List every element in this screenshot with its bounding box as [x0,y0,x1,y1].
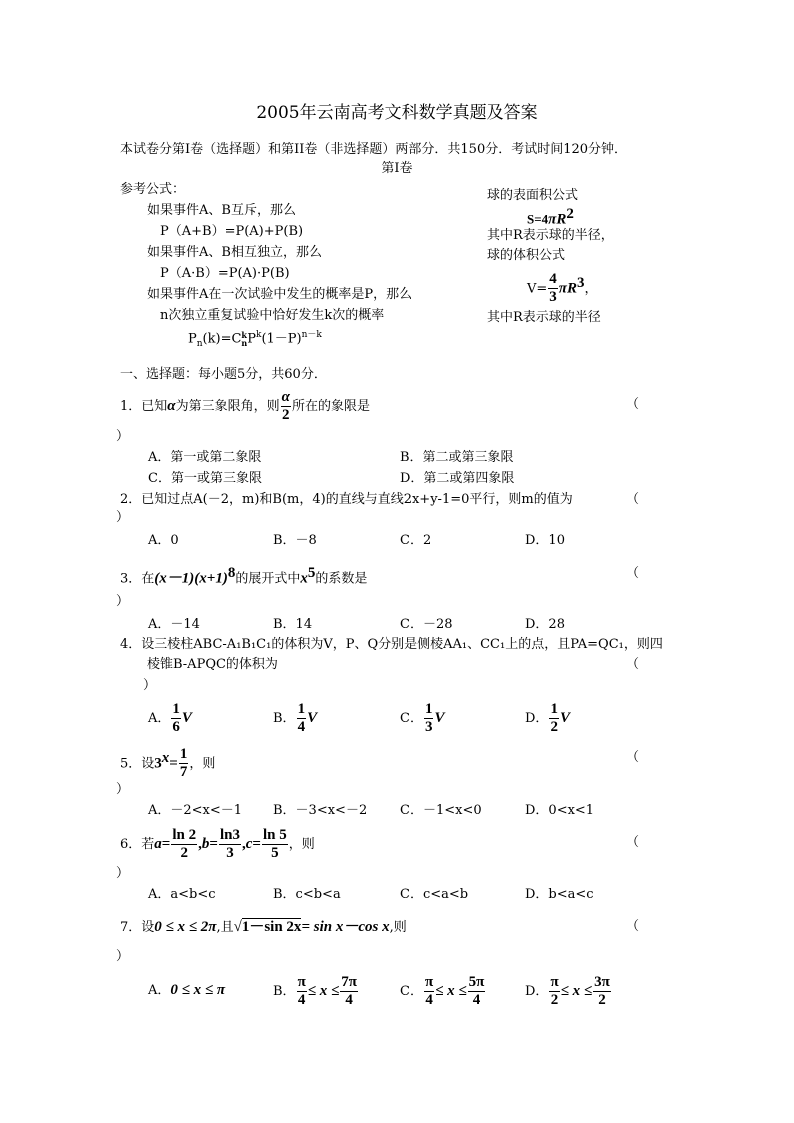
option-a: A．a<b<c [148,887,216,902]
reference-line: P（A·B）=P(A)·P(B) [160,266,290,281]
option-d: D．0<x<1 [525,803,595,818]
reference-line: 如果事件A、B相互独立，那么 [147,245,322,260]
option-d: D． $\frac{1}{2}$ V [525,701,570,735]
option-b: B．c<b<a [273,887,341,902]
option-c: C．2 [400,533,432,548]
answer-open-paren: （ [626,657,640,672]
option-c: C．－28 [400,617,453,632]
page-title: 2005年云南高考文科数学真题及答案 [256,103,538,123]
option-b: B． $\frac{\pi}{4}$ ≤ x ≤ $\frac{7\pi}{4}$ [273,974,357,1008]
option-d: D．第二或第四象限 [400,471,515,486]
option-c: C．c<a<b [400,887,469,902]
answer-open-paren: （ [626,397,640,412]
answer-close-paren: ） [143,678,157,693]
answer-open-paren: （ [626,566,640,581]
option-b: B．－8 [273,533,317,548]
part-title: 第I卷 [381,161,413,176]
question-4: 4．设三棱柱ABC-A₁B₁C₁的体积为V，P、Q分别是侧棱AA₁、CC₁上的点，且PA=QC₁，则四 [120,637,663,652]
question-3: 3．在$(x-1)(x+1)^8$的展开式中$x^5$的系数是 [120,565,368,587]
option-b: B．第二或第三象限 [400,450,514,465]
answer-close-paren: ） [116,510,130,525]
question-2: 2．已知过点A(－2，m)和B(m，4)的直线与直线2x+y-1=0平行，则m的值为 [120,492,573,507]
answer-close-paren: ） [116,429,130,444]
volume-label: 球的体积公式 [487,248,566,263]
option-c: C． $\frac{1}{3}$ V [400,701,445,735]
binomial-formula: $P_n(k)=C$ k n $P^k(1-P)^{n-k}$ [188,329,322,349]
reference-line: 如果事件A、B互斥，那么 [147,203,296,218]
reference-heading: 参考公式： [120,182,186,197]
option-a: A．第一或第二象限 [148,450,262,465]
option-c: C． $\frac{\pi}{4}$ ≤ x ≤ $\frac{5\pi}{4}$ [400,974,485,1008]
option-a: A．－2<x<－1 [148,803,243,818]
radius-note: 其中R表示球的半径， [487,228,614,243]
option-d: D．10 [525,533,565,548]
option-d: D．28 [525,617,565,632]
reference-line: P（A+B）=P(A)+P(B) [160,224,304,239]
question-4-line-2: 棱锥B-APQC的体积为 [147,657,278,672]
question-5: 5．设$3^x=$ $\frac{1}{7}$ ，则 [120,746,216,781]
option-a: A．0 ≤ x ≤ π [148,982,226,998]
option-a: A．－14 [148,617,200,632]
answer-close-paren: ） [116,594,130,609]
option-b: B． $\frac{1}{4}$ V [273,701,318,735]
answer-close-paren: ） [116,866,130,881]
reference-line: 如果事件A在一次试验中发生的概率是P，那么 [147,287,413,302]
option-d: D．b<a<c [525,887,594,902]
intro-text: 本试卷分第I卷（选择题）和第II卷（非选择题）两部分．共150分．考试时间120分钟． [120,142,628,157]
option-a: A．0 [148,533,179,548]
answer-open-paren: （ [626,492,640,507]
answer-close-paren: ） [116,949,130,964]
question-6: 6．若a= $\frac{\ln 2}{2}$ ,b= $\frac{\ln 3}{3}$ ,c= $\frac{\ln 5}{5}$ ，则 [120,827,315,861]
radius-note: 其中R表示球的半径 [487,310,601,325]
question-1: 1．已知α为第三象限角，则 $\frac{\alpha}{2}$ 所在的象限是 [120,389,370,423]
option-c: C．第一或第三象限 [148,471,262,486]
question-7: 7．设0 ≤ x ≤ 2π,且√1－sin 2x= sin x－cos x,则 [120,919,407,935]
section-heading: 一、选择题：每小题5分，共60分． [120,367,327,382]
reference-line: n次独立重复试验中恰好发生k次的概率 [160,308,385,323]
option-d: D． $\frac{\pi}{2}$ ≤ x ≤ $\frac{3\pi}{2}$ [525,974,610,1008]
answer-open-paren: （ [626,835,640,850]
option-b: B．－3<x<－2 [273,803,368,818]
option-b: B．14 [273,617,313,632]
answer-open-paren: （ [626,919,640,934]
surface-area-label: 球的表面积公式 [487,188,579,203]
answer-open-paren: （ [626,750,640,765]
answer-close-paren: ） [116,782,130,797]
option-a: A． $\frac{1}{6}$ V [148,701,192,735]
surface-area-formula: $S=4\pi R^2$ [527,206,574,228]
option-c: C．－1<x<0 [400,803,482,818]
volume-formula: V= $\frac{4}{3}$ $\pi R^3$， [527,271,598,306]
